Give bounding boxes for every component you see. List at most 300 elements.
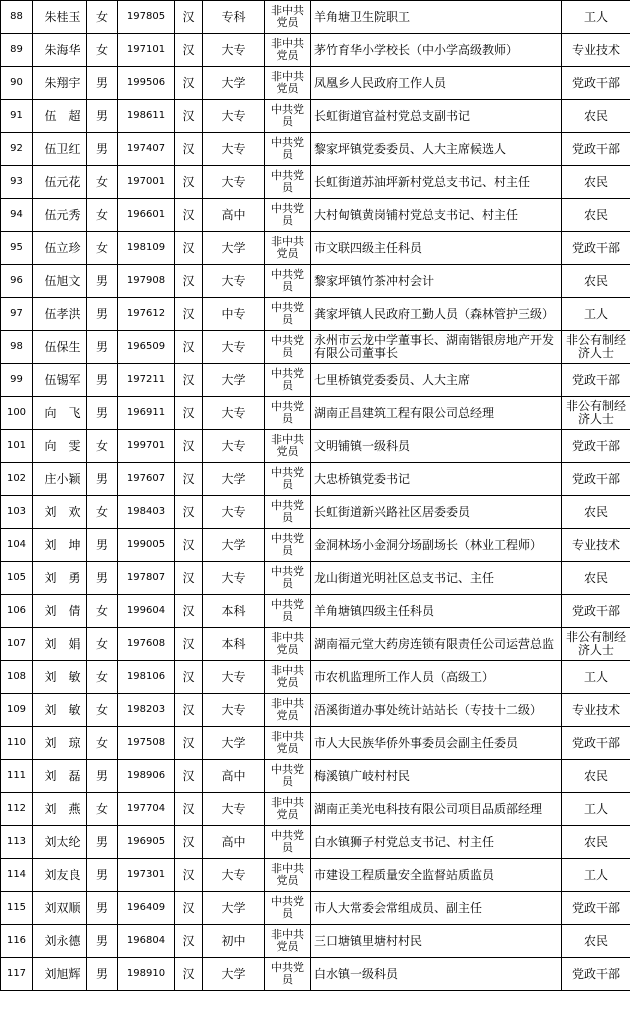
birth-date-cell: 198910 <box>118 958 175 991</box>
party-status-cell: 中共党员 <box>265 463 311 496</box>
position-cell: 龙山街道光明社区总支书记、主任 <box>311 562 562 595</box>
row-number: 89 <box>1 34 33 67</box>
education-cell: 大学 <box>203 364 265 397</box>
gender-cell: 女 <box>87 232 118 265</box>
position-cell: 羊角塘镇四级主任科员 <box>311 595 562 628</box>
gender-cell: 男 <box>87 958 118 991</box>
party-status-cell: 中共党员 <box>265 529 311 562</box>
ethnicity-cell: 汉 <box>175 892 203 925</box>
gender-cell: 男 <box>87 463 118 496</box>
party-status-cell: 非中共党员 <box>265 793 311 826</box>
ethnicity-cell: 汉 <box>175 628 203 661</box>
gender-cell: 男 <box>87 397 118 430</box>
table-row <box>1 1 630 34</box>
gender-cell: 女 <box>87 430 118 463</box>
party-status-cell: 中共党员 <box>265 496 311 529</box>
row-number: 88 <box>1 1 33 34</box>
name-cell: 庄小颖 <box>33 463 87 496</box>
position-cell: 市农机监理所工作人员（高级工） <box>311 661 562 694</box>
category-cell: 党政干部 <box>562 463 630 496</box>
category-cell: 党政干部 <box>562 892 630 925</box>
table-row <box>1 859 630 892</box>
education-cell: 大专 <box>203 793 265 826</box>
ethnicity-cell: 汉 <box>175 298 203 331</box>
party-status-cell: 非中共党员 <box>265 661 311 694</box>
row-number: 105 <box>1 562 33 595</box>
row-number: 91 <box>1 100 33 133</box>
category-cell: 工人 <box>562 859 630 892</box>
name-cell: 伍卫红 <box>33 133 87 166</box>
education-cell: 大学 <box>203 958 265 991</box>
table-row <box>1 265 630 298</box>
birth-date-cell: 198906 <box>118 760 175 793</box>
party-status-cell: 中共党员 <box>265 199 311 232</box>
gender-cell: 男 <box>87 364 118 397</box>
table-row <box>1 562 630 595</box>
table-row <box>1 529 630 562</box>
ethnicity-cell: 汉 <box>175 595 203 628</box>
position-cell: 梅溪镇广岐村村民 <box>311 760 562 793</box>
birth-date-cell: 197612 <box>118 298 175 331</box>
position-cell: 三口塘镇里塘村村民 <box>311 925 562 958</box>
party-status-cell: 非中共党员 <box>265 67 311 100</box>
education-cell: 大学 <box>203 892 265 925</box>
row-number: 90 <box>1 67 33 100</box>
category-cell: 农民 <box>562 760 630 793</box>
ethnicity-cell: 汉 <box>175 166 203 199</box>
name-cell: 刘 敏 <box>33 694 87 727</box>
name-cell: 刘 坤 <box>33 529 87 562</box>
birth-date-cell: 197807 <box>118 562 175 595</box>
ethnicity-cell: 汉 <box>175 331 203 364</box>
birth-date-cell: 196601 <box>118 199 175 232</box>
party-status-cell: 非中共党员 <box>265 34 311 67</box>
education-cell: 大学 <box>203 529 265 562</box>
party-status-cell: 中共党员 <box>265 331 311 364</box>
name-cell: 伍保生 <box>33 331 87 364</box>
table-row <box>1 661 630 694</box>
party-status-cell: 中共党员 <box>265 166 311 199</box>
gender-cell: 男 <box>87 826 118 859</box>
party-status-cell: 中共党员 <box>265 133 311 166</box>
education-cell: 中专 <box>203 298 265 331</box>
table-row <box>1 793 630 826</box>
name-cell: 朱翔宇 <box>33 67 87 100</box>
ethnicity-cell: 汉 <box>175 364 203 397</box>
position-cell: 市人大民族华侨外事委员会副主任委员 <box>311 727 562 760</box>
ethnicity-cell: 汉 <box>175 199 203 232</box>
name-cell: 刘 琼 <box>33 727 87 760</box>
category-cell: 农民 <box>562 166 630 199</box>
table-row <box>1 430 630 463</box>
birth-date-cell: 198106 <box>118 661 175 694</box>
party-status-cell: 中共党员 <box>265 100 311 133</box>
row-number: 111 <box>1 760 33 793</box>
ethnicity-cell: 汉 <box>175 1 203 34</box>
party-status-cell: 非中共党员 <box>265 925 311 958</box>
position-cell: 湖南福元堂大药房连锁有限责任公司运营总监 <box>311 628 562 661</box>
table-row <box>1 331 630 364</box>
name-cell: 伍元花 <box>33 166 87 199</box>
birth-date-cell: 199005 <box>118 529 175 562</box>
table-row <box>1 760 630 793</box>
gender-cell: 男 <box>87 133 118 166</box>
position-cell: 浯溪街道办事处统计站站长（专技十二级） <box>311 694 562 727</box>
education-cell: 大专 <box>203 430 265 463</box>
gender-cell: 男 <box>87 925 118 958</box>
table-row <box>1 826 630 859</box>
education-cell: 大专 <box>203 331 265 364</box>
birth-date-cell: 196905 <box>118 826 175 859</box>
position-cell: 长虹街道官益村党总支副书记 <box>311 100 562 133</box>
birth-date-cell: 196804 <box>118 925 175 958</box>
category-cell: 农民 <box>562 199 630 232</box>
birth-date-cell: 198611 <box>118 100 175 133</box>
party-status-cell: 中共党员 <box>265 298 311 331</box>
education-cell: 大专 <box>203 694 265 727</box>
category-cell: 工人 <box>562 793 630 826</box>
table-row <box>1 34 630 67</box>
party-status-cell: 非中共党员 <box>265 694 311 727</box>
ethnicity-cell: 汉 <box>175 232 203 265</box>
ethnicity-cell: 汉 <box>175 793 203 826</box>
gender-cell: 男 <box>87 859 118 892</box>
row-number: 117 <box>1 958 33 991</box>
name-cell: 伍 超 <box>33 100 87 133</box>
position-cell: 大村甸镇黄岗铺村党总支书记、村主任 <box>311 199 562 232</box>
row-number: 112 <box>1 793 33 826</box>
birth-date-cell: 197608 <box>118 628 175 661</box>
education-cell: 大专 <box>203 661 265 694</box>
birth-date-cell: 197211 <box>118 364 175 397</box>
name-cell: 刘 倩 <box>33 595 87 628</box>
name-cell: 刘 娟 <box>33 628 87 661</box>
ethnicity-cell: 汉 <box>175 859 203 892</box>
table-row <box>1 133 630 166</box>
row-number: 99 <box>1 364 33 397</box>
gender-cell: 男 <box>87 892 118 925</box>
name-cell: 伍孝洪 <box>33 298 87 331</box>
category-cell: 专业技术 <box>562 529 630 562</box>
name-cell: 伍元秀 <box>33 199 87 232</box>
name-cell: 朱海华 <box>33 34 87 67</box>
category-cell: 工人 <box>562 661 630 694</box>
party-status-cell: 中共党员 <box>265 595 311 628</box>
position-cell: 湖南正美光电科技有限公司项目品质部经理 <box>311 793 562 826</box>
row-number: 101 <box>1 430 33 463</box>
ethnicity-cell: 汉 <box>175 826 203 859</box>
party-status-cell: 中共党员 <box>265 760 311 793</box>
education-cell: 高中 <box>203 760 265 793</box>
category-cell: 党政干部 <box>562 232 630 265</box>
position-cell: 白水镇狮子村党总支书记、村主任 <box>311 826 562 859</box>
table-row <box>1 232 630 265</box>
name-cell: 刘 欢 <box>33 496 87 529</box>
table-row <box>1 925 630 958</box>
category-cell: 农民 <box>562 496 630 529</box>
category-cell: 工人 <box>562 1 630 34</box>
table-row <box>1 694 630 727</box>
row-number: 114 <box>1 859 33 892</box>
party-status-cell: 非中共党员 <box>265 430 311 463</box>
row-number: 103 <box>1 496 33 529</box>
ethnicity-cell: 汉 <box>175 67 203 100</box>
party-status-cell: 非中共党员 <box>265 859 311 892</box>
birth-date-cell: 196409 <box>118 892 175 925</box>
name-cell: 刘 敏 <box>33 661 87 694</box>
ethnicity-cell: 汉 <box>175 958 203 991</box>
row-number: 113 <box>1 826 33 859</box>
education-cell: 高中 <box>203 199 265 232</box>
row-number: 109 <box>1 694 33 727</box>
education-cell: 大学 <box>203 67 265 100</box>
birth-date-cell: 198203 <box>118 694 175 727</box>
name-cell: 刘旭辉 <box>33 958 87 991</box>
position-cell: 大忠桥镇党委书记 <box>311 463 562 496</box>
gender-cell: 女 <box>87 199 118 232</box>
position-cell: 市建设工程质量安全监督站质监员 <box>311 859 562 892</box>
table-row <box>1 496 630 529</box>
birth-date-cell: 197704 <box>118 793 175 826</box>
row-number: 106 <box>1 595 33 628</box>
table-row <box>1 892 630 925</box>
gender-cell: 男 <box>87 760 118 793</box>
education-cell: 本科 <box>203 628 265 661</box>
table-row <box>1 958 630 991</box>
table-row <box>1 463 630 496</box>
gender-cell: 女 <box>87 694 118 727</box>
position-cell: 湖南正昌建筑工程有限公司总经理 <box>311 397 562 430</box>
education-cell: 大专 <box>203 397 265 430</box>
ethnicity-cell: 汉 <box>175 100 203 133</box>
category-cell: 农民 <box>562 826 630 859</box>
birth-date-cell: 197001 <box>118 166 175 199</box>
row-number: 97 <box>1 298 33 331</box>
name-cell: 刘友良 <box>33 859 87 892</box>
position-cell: 羊角塘卫生院职工 <box>311 1 562 34</box>
position-cell: 永州市云龙中学董事长、湖南锴银房地产开发有限公司董事长 <box>311 331 562 364</box>
ethnicity-cell: 汉 <box>175 760 203 793</box>
birth-date-cell: 197301 <box>118 859 175 892</box>
position-cell: 七里桥镇党委委员、人大主席 <box>311 364 562 397</box>
party-status-cell: 中共党员 <box>265 826 311 859</box>
category-cell: 党政干部 <box>562 133 630 166</box>
gender-cell: 女 <box>87 496 118 529</box>
row-number: 102 <box>1 463 33 496</box>
row-number: 107 <box>1 628 33 661</box>
education-cell: 大学 <box>203 232 265 265</box>
name-cell: 向 雯 <box>33 430 87 463</box>
education-cell: 本科 <box>203 595 265 628</box>
category-cell: 党政干部 <box>562 958 630 991</box>
birth-date-cell: 199604 <box>118 595 175 628</box>
position-cell: 龚家坪镇人民政府工勤人员（森林管护三级） <box>311 298 562 331</box>
ethnicity-cell: 汉 <box>175 529 203 562</box>
gender-cell: 男 <box>87 562 118 595</box>
ethnicity-cell: 汉 <box>175 34 203 67</box>
education-cell: 大专 <box>203 265 265 298</box>
row-number: 94 <box>1 199 33 232</box>
party-status-cell: 非中共党员 <box>265 1 311 34</box>
gender-cell: 女 <box>87 727 118 760</box>
birth-date-cell: 197805 <box>118 1 175 34</box>
position-cell: 文明铺镇一级科员 <box>311 430 562 463</box>
education-cell: 专科 <box>203 1 265 34</box>
gender-cell: 女 <box>87 661 118 694</box>
birth-date-cell: 196911 <box>118 397 175 430</box>
gender-cell: 男 <box>87 265 118 298</box>
name-cell: 刘 燕 <box>33 793 87 826</box>
gender-cell: 女 <box>87 166 118 199</box>
birth-date-cell: 197101 <box>118 34 175 67</box>
row-number: 104 <box>1 529 33 562</box>
party-status-cell: 中共党员 <box>265 892 311 925</box>
row-number: 98 <box>1 331 33 364</box>
birth-date-cell: 199506 <box>118 67 175 100</box>
name-cell: 向 飞 <box>33 397 87 430</box>
table-row <box>1 166 630 199</box>
gender-cell: 女 <box>87 793 118 826</box>
party-status-cell: 中共党员 <box>265 265 311 298</box>
gender-cell: 女 <box>87 628 118 661</box>
gender-cell: 男 <box>87 298 118 331</box>
gender-cell: 女 <box>87 595 118 628</box>
education-cell: 初中 <box>203 925 265 958</box>
party-status-cell: 中共党员 <box>265 958 311 991</box>
party-status-cell: 中共党员 <box>265 397 311 430</box>
ethnicity-cell: 汉 <box>175 463 203 496</box>
position-cell: 长虹街道新兴路社区居委委员 <box>311 496 562 529</box>
party-status-cell: 非中共党员 <box>265 727 311 760</box>
education-cell: 大学 <box>203 727 265 760</box>
education-cell: 大专 <box>203 133 265 166</box>
name-cell: 伍锡军 <box>33 364 87 397</box>
name-cell: 刘 磊 <box>33 760 87 793</box>
gender-cell: 男 <box>87 67 118 100</box>
category-cell: 非公有制经济人士 <box>562 331 630 364</box>
birth-date-cell: 199701 <box>118 430 175 463</box>
category-cell: 党政干部 <box>562 595 630 628</box>
row-number: 116 <box>1 925 33 958</box>
name-cell: 刘太纶 <box>33 826 87 859</box>
position-cell: 茅竹育华小学校长（中小学高级教师） <box>311 34 562 67</box>
row-number: 115 <box>1 892 33 925</box>
name-cell: 刘双顺 <box>33 892 87 925</box>
gender-cell: 女 <box>87 1 118 34</box>
ethnicity-cell: 汉 <box>175 430 203 463</box>
education-cell: 大专 <box>203 100 265 133</box>
row-number: 108 <box>1 661 33 694</box>
position-cell: 黎家坪镇党委委员、人大主席候选人 <box>311 133 562 166</box>
category-cell: 农民 <box>562 100 630 133</box>
category-cell: 农民 <box>562 925 630 958</box>
table-row <box>1 397 630 430</box>
name-cell: 伍立珍 <box>33 232 87 265</box>
education-cell: 大学 <box>203 463 265 496</box>
ethnicity-cell: 汉 <box>175 496 203 529</box>
education-cell: 大专 <box>203 34 265 67</box>
education-cell: 大专 <box>203 859 265 892</box>
row-number: 96 <box>1 265 33 298</box>
category-cell: 专业技术 <box>562 34 630 67</box>
birth-date-cell: 197508 <box>118 727 175 760</box>
category-cell: 农民 <box>562 562 630 595</box>
gender-cell: 男 <box>87 529 118 562</box>
ethnicity-cell: 汉 <box>175 265 203 298</box>
birth-date-cell: 196509 <box>118 331 175 364</box>
table-row <box>1 628 630 661</box>
category-cell: 非公有制经济人士 <box>562 397 630 430</box>
birth-date-cell: 197407 <box>118 133 175 166</box>
table-row <box>1 595 630 628</box>
category-cell: 党政干部 <box>562 67 630 100</box>
education-cell: 高中 <box>203 826 265 859</box>
ethnicity-cell: 汉 <box>175 562 203 595</box>
gender-cell: 男 <box>87 100 118 133</box>
ethnicity-cell: 汉 <box>175 397 203 430</box>
position-cell: 金洞林场小金洞分场副场长（林业工程师） <box>311 529 562 562</box>
position-cell: 白水镇一级科员 <box>311 958 562 991</box>
education-cell: 大专 <box>203 562 265 595</box>
category-cell: 工人 <box>562 298 630 331</box>
education-cell: 大专 <box>203 496 265 529</box>
ethnicity-cell: 汉 <box>175 694 203 727</box>
position-cell: 市文联四级主任科员 <box>311 232 562 265</box>
category-cell: 农民 <box>562 265 630 298</box>
position-cell: 黎家坪镇竹茶冲村会计 <box>311 265 562 298</box>
category-cell: 非公有制经济人士 <box>562 628 630 661</box>
birth-date-cell: 198109 <box>118 232 175 265</box>
position-cell: 市人大常委会常组成员、副主任 <box>311 892 562 925</box>
education-cell: 大专 <box>203 166 265 199</box>
name-cell: 朱桂玉 <box>33 1 87 34</box>
category-cell: 党政干部 <box>562 727 630 760</box>
table-row <box>1 364 630 397</box>
party-status-cell: 中共党员 <box>265 364 311 397</box>
row-number: 100 <box>1 397 33 430</box>
table-row <box>1 298 630 331</box>
row-number: 110 <box>1 727 33 760</box>
birth-date-cell: 198403 <box>118 496 175 529</box>
row-number: 93 <box>1 166 33 199</box>
birth-date-cell: 197908 <box>118 265 175 298</box>
table-row <box>1 100 630 133</box>
name-cell: 伍旭文 <box>33 265 87 298</box>
category-cell: 专业技术 <box>562 694 630 727</box>
position-cell: 长虹街道苏油坪新村党总支书记、村主任 <box>311 166 562 199</box>
birth-date-cell: 197607 <box>118 463 175 496</box>
party-status-cell: 中共党员 <box>265 562 311 595</box>
category-cell: 党政干部 <box>562 430 630 463</box>
category-cell: 党政干部 <box>562 364 630 397</box>
gender-cell: 男 <box>87 331 118 364</box>
row-number: 92 <box>1 133 33 166</box>
party-status-cell: 非中共党员 <box>265 628 311 661</box>
gender-cell: 女 <box>87 34 118 67</box>
ethnicity-cell: 汉 <box>175 133 203 166</box>
table-row <box>1 727 630 760</box>
ethnicity-cell: 汉 <box>175 925 203 958</box>
party-status-cell: 非中共党员 <box>265 232 311 265</box>
name-cell: 刘永德 <box>33 925 87 958</box>
table-row <box>1 67 630 100</box>
name-cell: 刘 勇 <box>33 562 87 595</box>
position-cell: 凤凰乡人民政府工作人员 <box>311 67 562 100</box>
ethnicity-cell: 汉 <box>175 661 203 694</box>
ethnicity-cell: 汉 <box>175 727 203 760</box>
row-number: 95 <box>1 232 33 265</box>
table-row <box>1 199 630 232</box>
